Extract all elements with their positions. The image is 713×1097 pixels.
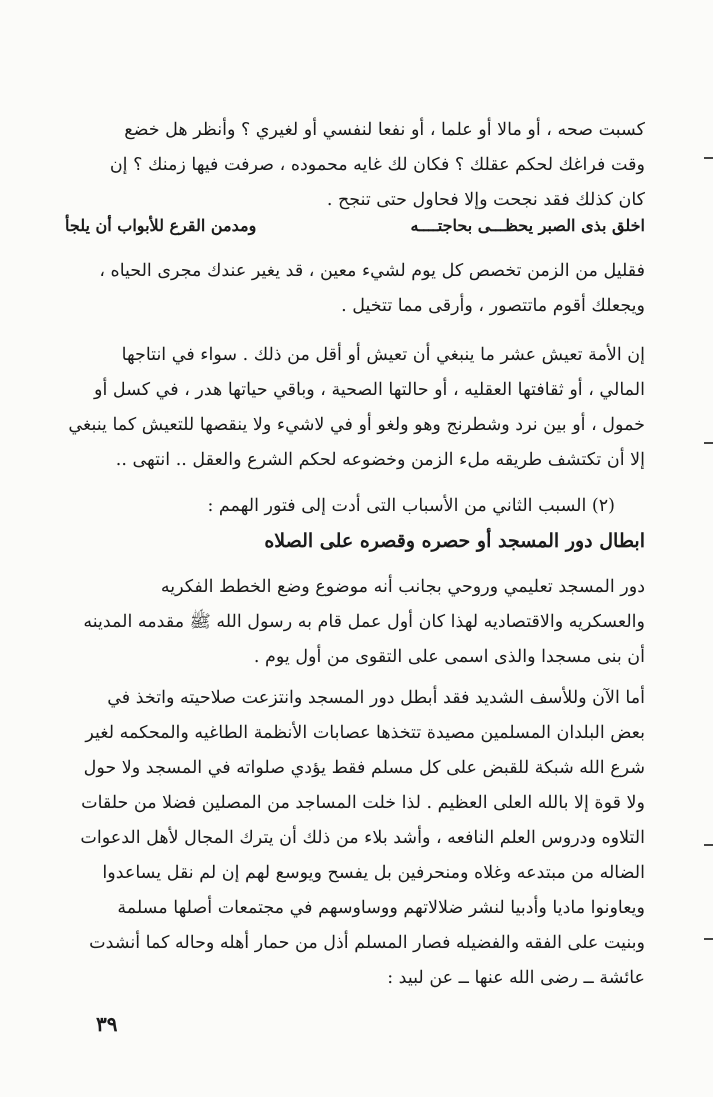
scan-edge-mark [704,844,713,846]
text-line: بعض البلدان المسلمين مصيدة تتخذها عصابات الأنظمة الطاغيه والمحكمه لغير [85,723,645,743]
page-number: ٣٩ [96,1012,118,1036]
paragraph-time-evaluation [65,113,645,218]
text-line: كان كذلك فقد نجحت وإلا فحاول حتى تنجح . [326,190,645,210]
paragraph-mosque-decline [65,681,645,996]
paragraph-nation-productivity [65,338,645,478]
text-line: دور المسجد تعليمي وروحي بجانب أنه موضوع وضع الخطط الفكريه [160,577,645,597]
text-line: التلاوه ودروس العلم النافعه ، وأشد بلاء من ذلك أن يترك المجال لأهل الدعوات [80,828,645,848]
text-line: ويعاونوا ماديا وأدبيا لنشر ضلالاتهم ووساوسهم في مجتمعات أصلها مسلمة [117,898,645,918]
text-line: ولا قوة إلا بالله العلى العظيم . لذا خلت المساجد من المصلين فضلا من حلقات [81,793,645,813]
paragraph-daily-time [65,254,645,324]
text-line: إن الأمة تعيش عشر ما ينبغي أن تعيش أو أقل من ذلك . سواء في انتاجها [121,345,645,365]
text-line: عائشة ــ رضى الله عنها ــ عن لبيد : [387,968,645,988]
text-line: كسبت صحه ، أو مالا أو علما ، أو نفعا لنفسي أو لغيري ؟ وأنظر هل خضع [124,120,645,140]
text-line: وبنيت على الفقه والفضيله فصار المسلم أذل من حمار أهله وحاله كما أنشدت [89,933,645,953]
second-reason-label: (٢) السبب الثاني من الأسباب التى أدت إلى فتور الهمم : [207,496,615,516]
text-line: المالي ، أو ثقافتها العقليه ، أو حالتها الصحية ، وباقي حياتها هدر ، في كسل أو [94,380,645,400]
section-heading: ابطال دور المسجد أو حصره وقصره على الصلاه [264,530,645,552]
paragraph-mosque-role [65,570,645,675]
text-line: الضاله من مبتدعه وغلاه ومنحرفين بل يفسح ويوسع لهم إن لم نقل يساعدوا [102,863,645,883]
scan-edge-mark [704,938,713,940]
scan-edge-mark [704,442,713,444]
text-line: والعسكريه والاقتصاديه لهذا كان أول عمل قام به رسول الله ﷺ مقدمه المدينه [83,612,645,632]
text-line: وقت فراغك لحكم عقلك ؟ فكان لك غايه محموده ، صرفت فيها زمنك ؟ إن [109,155,645,175]
text-line: أن بنى مسجدا والذى اسمى على التقوى من أول يوم . [253,647,645,667]
text-line: خمول ، أو بين نرد وشطرنج وهو ولغو أو في لاشيء ولا ينقصها للتعيش كما ينبغي [68,415,645,435]
text-line: أما الآن وللأسف الشديد فقد أبطل دور المسجد وانتزعت صلاحيته واتخذ في [107,688,645,708]
text-line: فقليل من الزمن تخصص كل يوم لشيء معين ، قد يغير عندك مجرى الحياه ، [99,261,645,281]
text-line: ويجعلك أقوم ماتتصور ، وأرقى مما تتخيل . [341,296,645,316]
scan-edge-mark [704,157,713,159]
text-line: شرع الله شبكة للقبض على كل مسلم فقط يؤدي صلواته في المسجد ولا حول [83,758,645,778]
poem-hemistich-first: اخلق بذى الصبر يحظـــى بحاجتــــه [410,216,645,235]
text-line: إلا أن تكتشف طريقه ملء الزمن وخضوعه لحكم الشرع والعقل .. انتهى .. [115,450,645,470]
poem-hemistich-second: ومدمن القرع للأبواب أن يلجأ [65,216,257,235]
poem-verse [65,216,645,246]
